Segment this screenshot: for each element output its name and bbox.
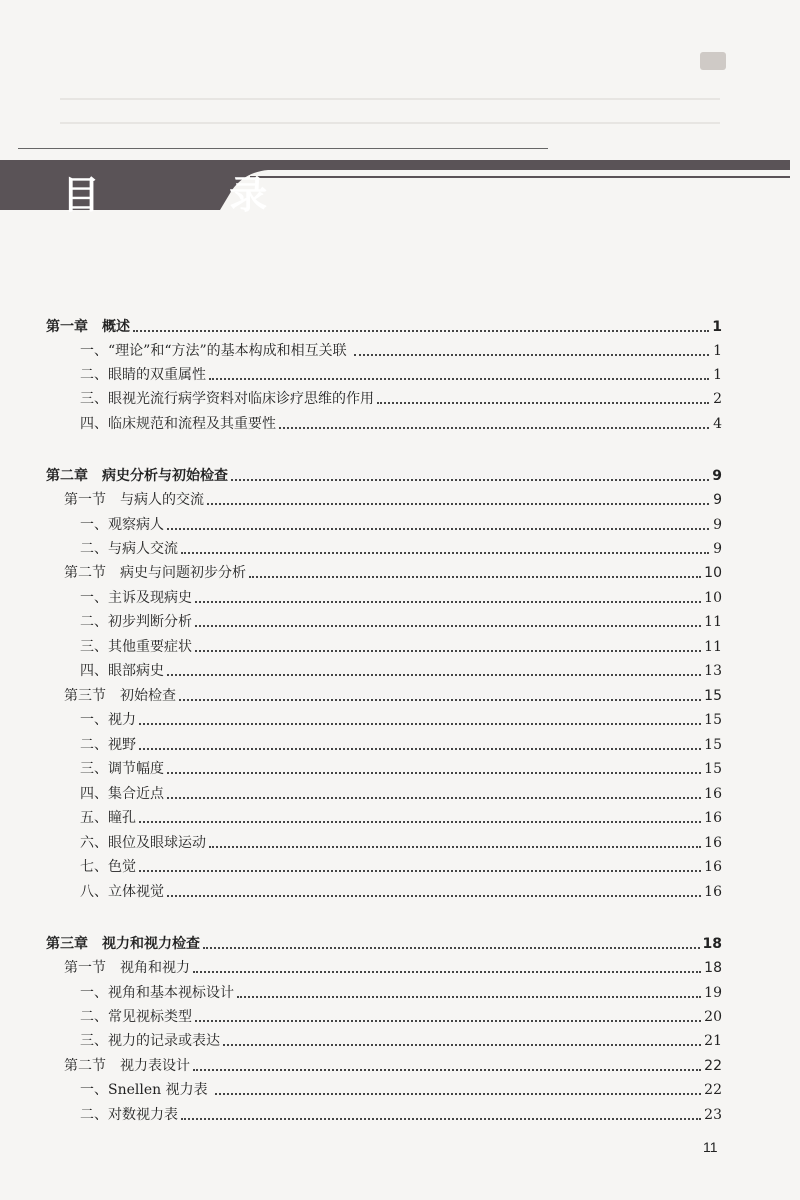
toc-label: 一、Snellen 视力表 [80,1082,213,1098]
toc-label: 八、立体视觉 [80,884,164,900]
toc-page-number: 22 [704,1082,722,1098]
toc-leader-dots [354,354,709,356]
toc-leader-dots [193,1069,701,1071]
toc-page-number: 4 [713,416,722,432]
toc-leader-dots [139,821,701,823]
toc-leader-dots [167,797,701,799]
toc-item [80,803,722,827]
toc-item [80,877,722,901]
toc-label: 一、视力 [80,712,136,728]
toc-label: 二、与病人交流 [80,541,178,557]
toc-section [64,485,722,509]
toc-label: 第一章 概述 [46,319,130,335]
toc-leader-dots [279,427,709,429]
toc-leader-dots [209,378,709,380]
toc-label: 三、眼视光流行病学资料对临床诊疗思维的作用 [80,391,374,407]
toc-label: 三、视力的记录或表达 [80,1033,220,1049]
toc-leader-dots [179,699,701,701]
toc-page-number: 9 [713,517,722,533]
toc-leader-dots [377,402,709,404]
toc-label: 第二节 病史与问题初步分析 [64,565,246,581]
toc-page-number: 16 [704,810,722,826]
toc-item [80,1100,722,1124]
page-title: 目 录 [62,173,326,217]
toc-label: 四、临床规范和流程及其重要性 [80,416,276,432]
bleed-line [60,122,720,124]
toc-page-number: 2 [713,391,722,407]
toc-page-number: 15 [704,737,722,753]
toc-label: 二、视野 [80,737,136,753]
toc-label: 二、对数视力表 [80,1107,178,1123]
toc-item [80,336,722,360]
bleed-line [60,98,720,100]
toc-item [80,632,722,656]
toc-label: 三、调节幅度 [80,761,164,777]
toc-page-number: 18 [702,936,722,952]
toc-item [80,534,722,558]
toc-page-number: 19 [704,985,722,1001]
toc-page-number: 15 [704,688,722,704]
toc-label: 第一节 与病人的交流 [64,492,204,508]
toc-item [80,852,722,876]
toc-leader-dots [195,601,701,603]
toc-label: 一、视角和基本视标设计 [80,985,234,1001]
toc-page-number: 10 [704,590,722,606]
toc-page-number: 9 [713,492,722,508]
toc-label: 第三节 初始检查 [64,688,176,704]
toc-leader-dots [181,552,709,554]
header-top-rule [18,148,548,149]
toc-leader-dots [215,1093,701,1095]
toc-item [80,1002,722,1026]
toc-page-number: 15 [704,712,722,728]
toc-item [80,705,722,729]
toc-leader-dots [237,996,701,998]
toc-leader-dots [139,723,701,725]
toc-page-number: 16 [704,835,722,851]
toc-leader-dots [139,748,701,750]
toc-chapter [46,312,722,336]
toc-chapter [46,929,722,953]
toc-chapter [46,461,722,485]
toc-page-number: 1 [712,319,722,335]
toc-leader-dots [195,1020,701,1022]
toc-item [80,360,722,384]
toc-leader-dots [209,846,701,848]
banner-rule [250,176,790,178]
toc-label: 二、初步判断分析 [80,614,192,630]
toc-item [80,656,722,680]
toc-item [80,1026,722,1050]
toc-leader-dots [133,330,709,332]
toc-item [80,754,722,778]
toc-leader-dots [193,971,701,973]
toc-label: 七、色觉 [80,859,136,875]
toc-item [80,779,722,803]
toc-page-number: 13 [704,663,722,679]
toc-page-number: 20 [704,1009,722,1025]
toc-label: 二、眼睛的双重属性 [80,367,206,383]
toc-item [80,583,722,607]
toc-leader-dots [223,1044,701,1046]
toc-leader-dots [167,772,701,774]
toc-section [64,953,722,977]
toc-leader-dots [203,947,700,949]
toc-page-number: 11 [704,614,722,630]
toc-page-number: 23 [704,1107,722,1123]
toc-item [80,978,722,1002]
toc-label: 二、常见视标类型 [80,1009,192,1025]
toc-label: 五、瞳孔 [80,810,136,826]
toc-label: 四、眼部病史 [80,663,164,679]
toc-leader-dots [231,479,709,481]
toc-leader-dots [207,503,709,505]
toc-label: 六、眼位及眼球运动 [80,835,206,851]
toc-section [64,1051,722,1075]
toc-item [80,828,722,852]
toc-label: 第二节 视力表设计 [64,1058,190,1074]
toc-label: 第三章 视力和视力检查 [46,936,200,952]
toc-leader-dots [167,528,709,530]
toc-item [80,510,722,534]
toc-leader-dots [181,1118,701,1120]
toc-label: 一、观察病人 [80,517,164,533]
toc-page-number: 1 [713,367,722,383]
page-number: 11 [703,1139,718,1155]
toc-label: 一、“理论”和“方法”的基本构成和相互关联 [80,343,352,359]
toc-label: 一、主诉及现病史 [80,590,192,606]
toc-page-number: 9 [712,468,722,484]
toc-page-number: 21 [704,1033,722,1049]
toc-leader-dots [195,650,701,652]
toc-leader-dots [249,576,701,578]
toc-page-number: 1 [713,343,722,359]
toc-item [80,1075,722,1099]
toc-item [80,384,722,408]
toc-section [64,681,722,705]
toc-leader-dots [195,625,701,627]
toc-page-number: 11 [704,639,722,655]
toc-item [80,730,722,754]
toc-page-number: 15 [704,761,722,777]
toc-page-number: 10 [704,565,722,581]
toc-page-number: 16 [704,786,722,802]
toc-item [80,409,722,433]
toc-leader-dots [139,870,701,872]
toc-item [80,607,722,631]
toc-page-number: 9 [713,541,722,557]
toc-leader-dots [167,674,701,676]
toc-label: 第二章 病史分析与初始检查 [46,468,228,484]
toc-page-number: 16 [704,884,722,900]
toc-page-number: 18 [704,960,722,976]
toc-page-number: 16 [704,859,722,875]
toc-page-number: 22 [704,1058,722,1074]
toc-label: 第一节 视角和视力 [64,960,190,976]
toc-label: 四、集合近点 [80,786,164,802]
toc-section [64,558,722,582]
toc-label: 三、其他重要症状 [80,639,192,655]
bleed-tab [700,52,726,70]
toc-leader-dots [167,895,701,897]
